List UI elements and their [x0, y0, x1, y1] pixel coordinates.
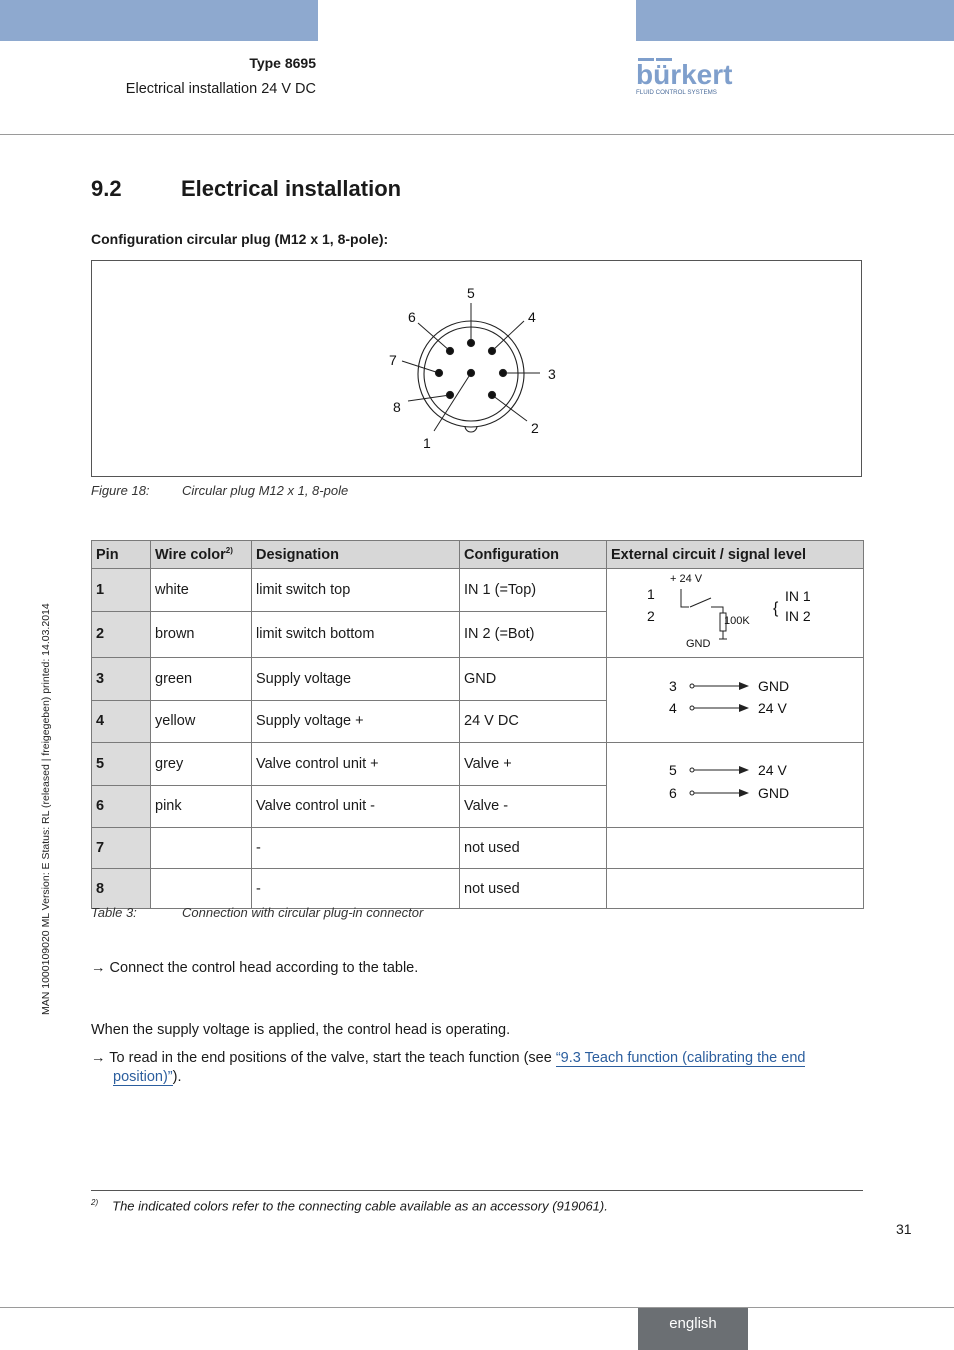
- cell-color: white: [151, 569, 252, 612]
- cell-configuration: not used: [460, 869, 607, 909]
- footnote-divider: [91, 1190, 863, 1191]
- valve-label-gnd: GND: [758, 785, 790, 801]
- pin-label-8: 8: [393, 399, 401, 415]
- cell-designation: limit switch top: [252, 569, 460, 612]
- figure-caption-label: Figure 18:: [91, 483, 150, 498]
- pin-table: [91, 540, 864, 909]
- cell-color: brown: [151, 611, 252, 657]
- cell-external-empty: [607, 828, 864, 869]
- teach-function-link[interactable]: “9.3 Teach function (calibrating the end: [555, 1050, 806, 1066]
- cell-designation: limit switch bottom: [252, 611, 460, 657]
- burkert-logo: [636, 58, 736, 98]
- page-number: 31: [896, 1221, 912, 1237]
- cell-configuration: not used: [460, 828, 607, 869]
- valve-pin-6: 6: [669, 785, 677, 801]
- cell-configuration: GND: [460, 658, 607, 701]
- supply-label-gnd: GND: [758, 678, 790, 694]
- header-bar-right: [636, 0, 954, 41]
- cell-color: green: [151, 658, 252, 701]
- connector-figure: [91, 260, 862, 477]
- circuit-in2: IN 2: [785, 608, 811, 624]
- circuit-supply: [607, 658, 864, 743]
- header-divider: [0, 134, 954, 135]
- circuit-pin-2: 2: [647, 608, 655, 624]
- pin-label-7: 7: [389, 352, 397, 368]
- circuit-valve: [607, 743, 864, 828]
- cell-color: [151, 828, 252, 869]
- valve-pin-5: 5: [669, 762, 677, 778]
- pin-label-3: 3: [548, 366, 556, 382]
- header-designation: Designation: [252, 541, 460, 569]
- instruction-step-2: → To read in the end positions of the valve, start the teach function (see “9.3 Teach function (calibrating the end: [91, 1050, 806, 1066]
- table-row: [92, 658, 864, 701]
- cell-external-empty: [607, 869, 864, 909]
- cell-configuration: 24 V DC: [460, 700, 607, 743]
- header-external-circuit: External circuit / signal level: [607, 541, 864, 569]
- supply-circuit: [607, 658, 863, 738]
- circuit-brace: {: [773, 600, 779, 617]
- table-caption-text: Connection with circular plug-in connector: [182, 905, 424, 920]
- circuit-limit-switch: [607, 569, 864, 658]
- cell-configuration: Valve -: [460, 785, 607, 828]
- section-number: 9.2: [91, 176, 122, 201]
- language-tab[interactable]: english: [638, 1308, 748, 1350]
- cell-pin: 1: [92, 569, 151, 612]
- pin-label-4: 4: [528, 309, 536, 325]
- footer-divider: [0, 1307, 954, 1308]
- cell-pin: 8: [92, 869, 151, 909]
- resistor-label: 100K: [724, 615, 750, 627]
- table-caption-label: Table 3:: [91, 905, 137, 920]
- table-row: [92, 569, 864, 612]
- cell-pin: 2: [92, 611, 151, 657]
- supply-pin-4: 4: [669, 700, 677, 716]
- figure-subheading: Configuration circular plug (M12 x 1, 8-pole):: [91, 231, 389, 247]
- supply-pin-3: 3: [669, 678, 677, 694]
- cell-color: [151, 869, 252, 909]
- teach-function-link-cont[interactable]: position)”: [113, 1069, 173, 1085]
- header-pin: Pin: [92, 541, 151, 569]
- supply-label-24v: 24 V: [758, 700, 787, 716]
- instruction-step-2-cont: position)”).: [113, 1069, 182, 1085]
- section-title: Electrical installation: [181, 176, 402, 201]
- cell-designation: Valve control unit +: [252, 743, 460, 786]
- operation-paragraph: When the supply voltage is applied, the control head is operating.: [91, 1022, 511, 1038]
- circuit-supply-label: + 24 V: [670, 573, 703, 585]
- cell-pin: 4: [92, 700, 151, 743]
- cell-designation: Valve control unit -: [252, 785, 460, 828]
- cell-configuration: Valve +: [460, 743, 607, 786]
- table-row: [92, 869, 864, 909]
- logo-tagline: FLUID CONTROL SYSTEMS: [636, 89, 717, 96]
- cell-designation: -: [252, 828, 460, 869]
- m12-connector-diagram: [92, 261, 861, 476]
- cell-pin: 5: [92, 743, 151, 786]
- pin-label-1: 1: [423, 435, 431, 451]
- cell-configuration: IN 1 (=Top): [460, 569, 607, 612]
- cell-designation: -: [252, 869, 460, 909]
- document-type: Type 8695: [249, 55, 316, 71]
- header-configuration: Configuration: [460, 541, 607, 569]
- valve-circuit: [607, 743, 863, 823]
- circuit-pin-1: 1: [647, 586, 655, 602]
- document-subtitle: Electrical installation 24 V DC: [125, 81, 316, 97]
- pin-label-5: 5: [467, 285, 475, 301]
- table-header-row: [92, 541, 864, 569]
- table-row: [92, 743, 864, 786]
- logo-word: bürkert: [636, 59, 733, 90]
- circuit-gnd-label: GND: [686, 638, 711, 650]
- arrow-icon: →: [91, 960, 106, 976]
- header-bar-left: [0, 0, 318, 41]
- pin-label-6: 6: [408, 309, 416, 325]
- cell-color: grey: [151, 743, 252, 786]
- cell-color: pink: [151, 785, 252, 828]
- instruction-step-1: → Connect the control head according to the table.: [91, 960, 419, 976]
- arrow-icon: →: [91, 1050, 106, 1066]
- cell-designation: Supply voltage +: [252, 700, 460, 743]
- valve-label-24v: 24 V: [758, 762, 787, 778]
- cell-color: yellow: [151, 700, 252, 743]
- cell-pin: 7: [92, 828, 151, 869]
- table-row: [92, 828, 864, 869]
- figure-caption-text: Circular plug M12 x 1, 8-pole: [182, 483, 349, 498]
- header-wire-color: Wire color$^{2)}$: [151, 541, 252, 569]
- footnote: $^{2)}$ The indicated colors refer to the connecting cable available as an accessory (919061).: [91, 1198, 608, 1214]
- cell-configuration: IN 2 (=Bot): [460, 611, 607, 657]
- limit-switch-circuit: [607, 569, 863, 653]
- cell-pin: 3: [92, 658, 151, 701]
- circuit-in1: IN 1: [785, 588, 811, 604]
- cell-designation: Supply voltage: [252, 658, 460, 701]
- pin-label-2: 2: [531, 420, 539, 436]
- cell-pin: 6: [92, 785, 151, 828]
